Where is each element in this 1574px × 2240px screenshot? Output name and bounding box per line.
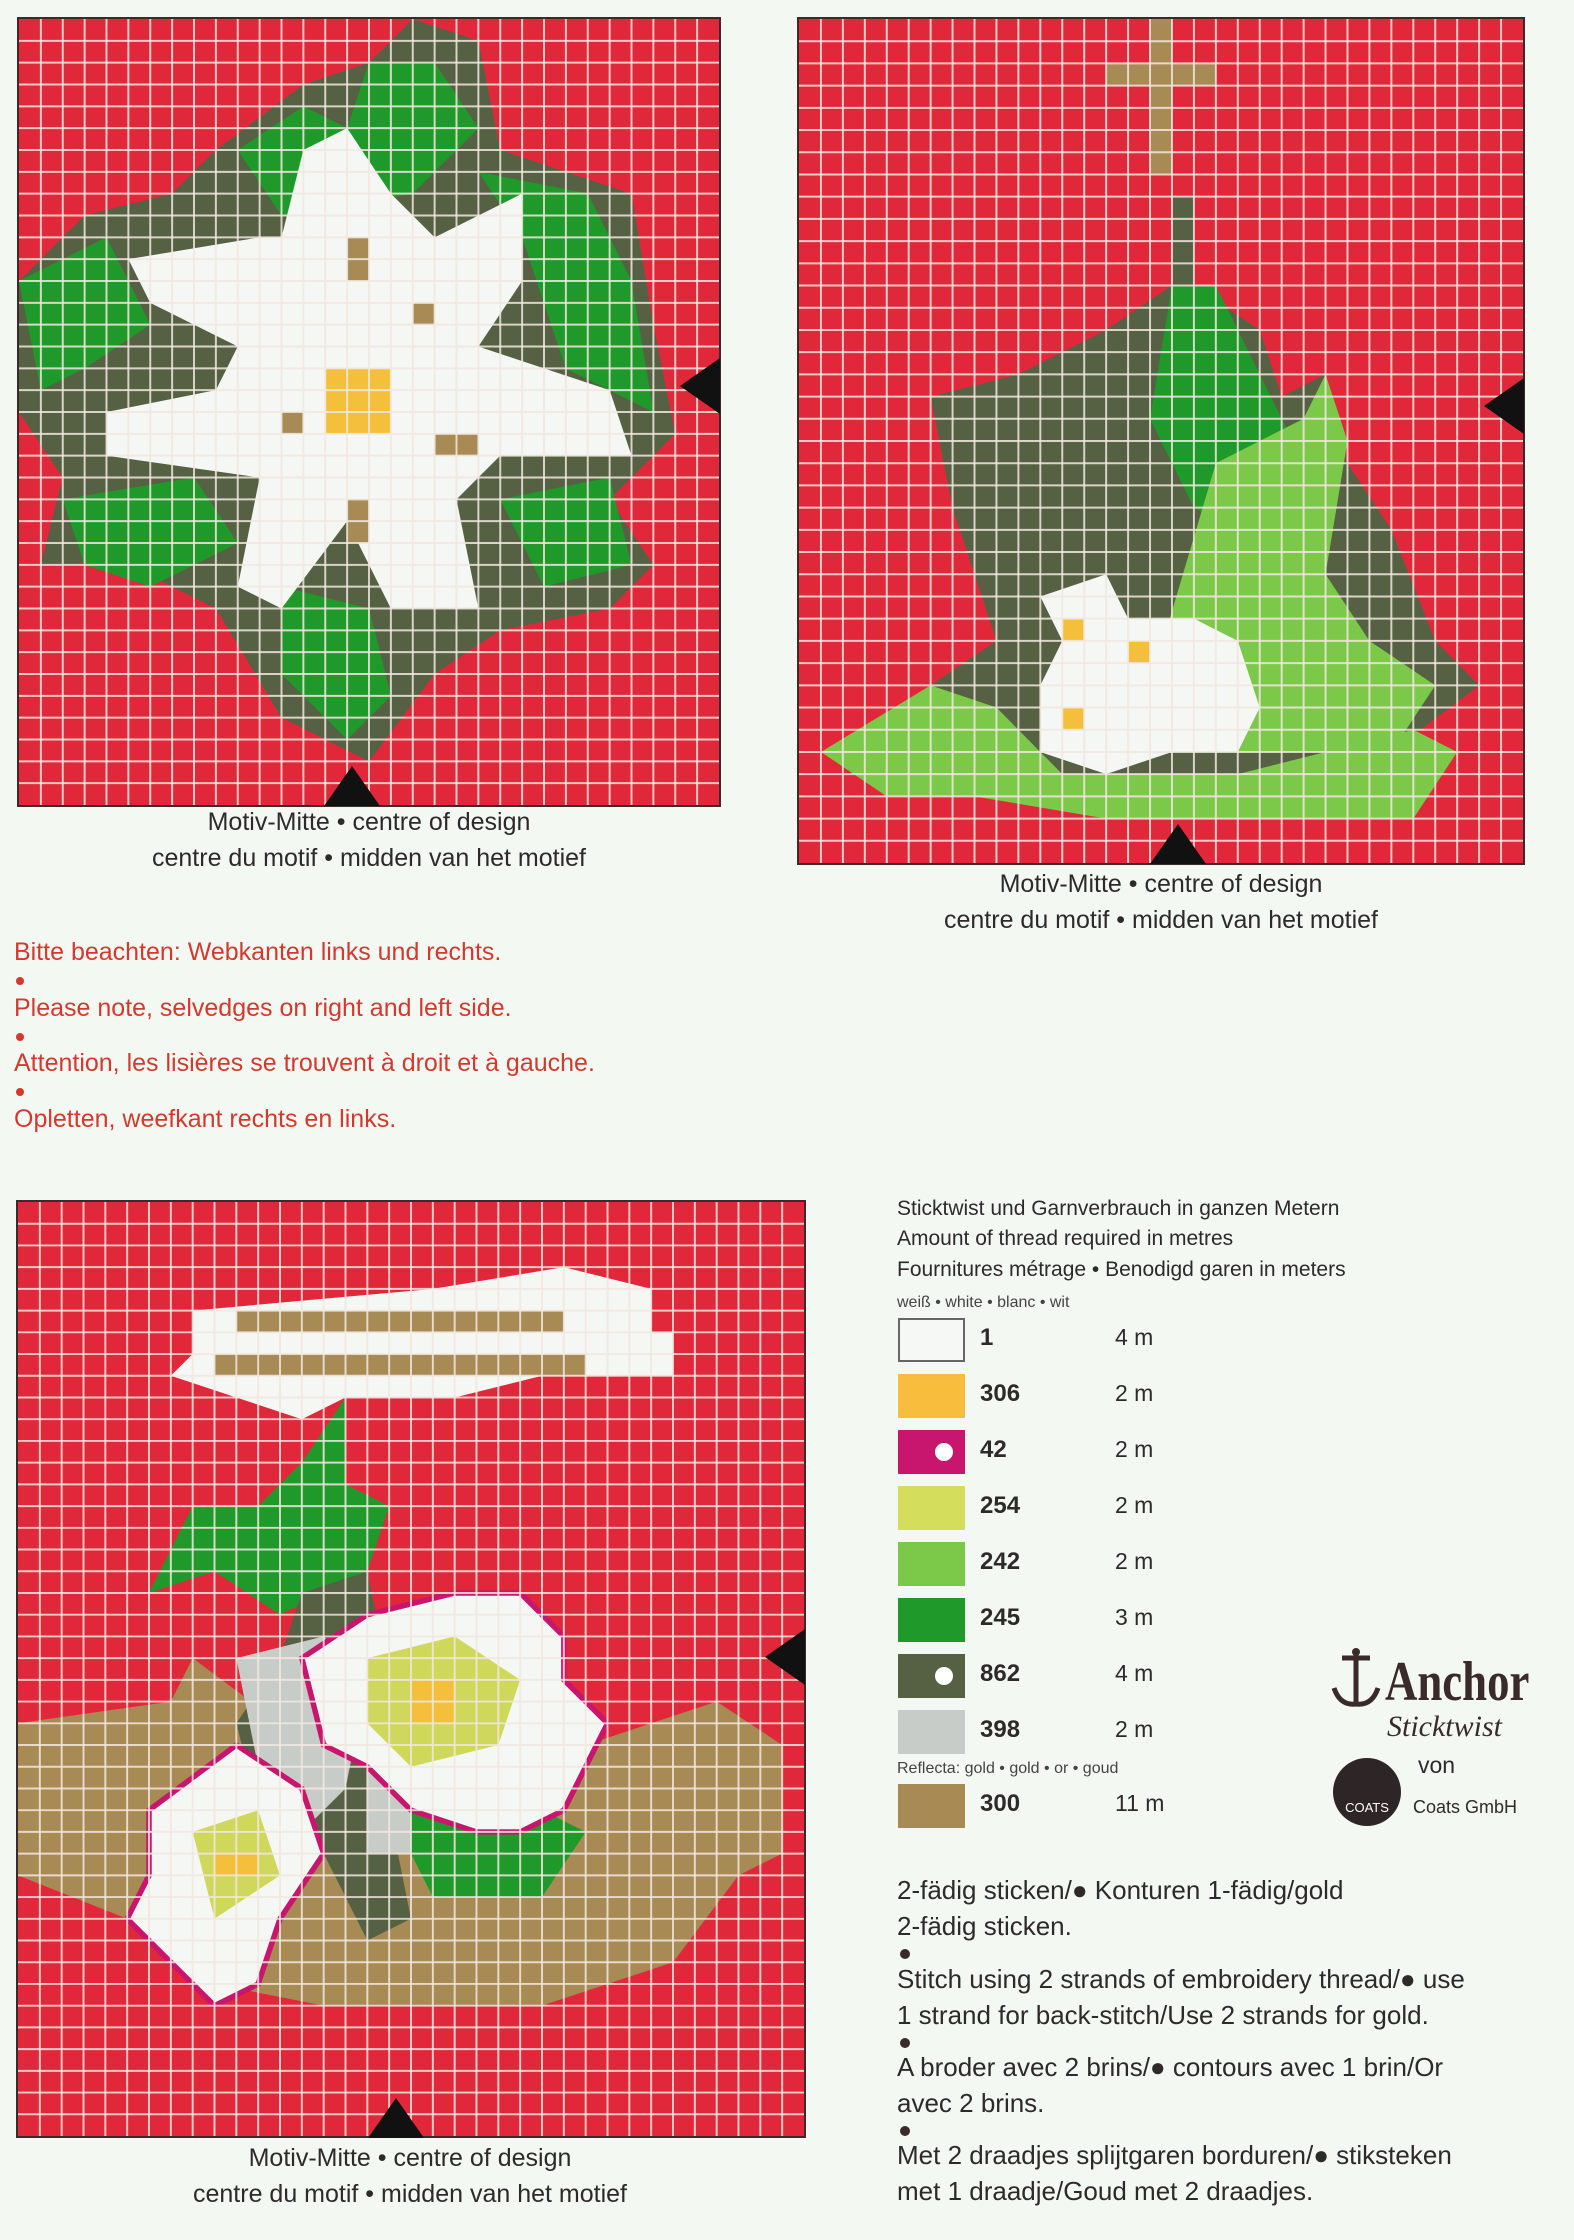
caption-line: centre du motif • midden van het motief [193, 2180, 627, 2208]
instructions-nl [897, 2137, 1547, 2209]
coats-logo: COATS [1333, 1758, 1401, 1826]
thread-code: 42 [980, 1436, 1007, 1463]
thread-code: 398 [980, 1716, 1021, 1743]
thread-code: 1 [980, 1324, 994, 1351]
bullet-icon [16, 1033, 24, 1041]
thread-amount: 4 m [1115, 1660, 1154, 1686]
color-swatch [898, 1374, 965, 1418]
motif-gold_yellow [325, 368, 391, 434]
motif-tan_gold [236, 1311, 564, 1333]
instruction-line: 1 strand for back-stitch/Use 2 strands for gold. [897, 2000, 1429, 2030]
legend-reflecta-label: Reflecta: gold • gold • or • goud [897, 1760, 1119, 1777]
instructions-fr [897, 2049, 1547, 2121]
thread-code: 254 [980, 1492, 1021, 1519]
instructions-en [897, 1961, 1547, 2033]
chart-tree [797, 17, 1525, 865]
caption-line: Motiv-Mitte • centre of design [248, 2144, 572, 2172]
motif-tan_gold [282, 412, 304, 434]
chart3-caption [60, 2140, 760, 2212]
selvedge-note-de: Bitte beachten: Webkanten links und rechts. [14, 938, 502, 966]
instruction-line: 2-fädig sticken/● Konturen 1-fädig/gold [897, 1875, 1344, 1905]
thread-amount: 3 m [1115, 1604, 1154, 1630]
thread-amount: 2 m [1115, 1380, 1154, 1406]
bullet-icon [900, 2126, 910, 2136]
caption-line: centre du motif • midden van het motief [944, 906, 1378, 934]
instruction-line: avec 2 brins. [897, 2088, 1045, 2118]
color-swatch [898, 1542, 965, 1586]
instruction-line: Met 2 draadjes splijtgaren borduren/● stiksteken [897, 2140, 1452, 2170]
chart-poinsettia [17, 17, 721, 807]
thread-amount: 11 m [1115, 1790, 1165, 1816]
backstitch-dot-icon [935, 1443, 953, 1461]
color-swatch [898, 1654, 965, 1698]
instruction-line: met 1 draadje/Goud met 2 draadjes. [897, 2176, 1314, 2206]
centre-marker-right-icon [1484, 378, 1524, 434]
chart2-caption [811, 866, 1511, 938]
centre-marker-bottom-icon [368, 2098, 424, 2138]
color-swatch [898, 1598, 965, 1642]
thread-code: 242 [980, 1548, 1021, 1575]
selvedge-note-en: Please note, selvedges on right and left side. [14, 994, 512, 1022]
instruction-line: 2-fädig sticken. [897, 1911, 1072, 1941]
legend-header-en: Amount of thread required in metres [897, 1227, 1234, 1250]
chart-christmas-rose [16, 1200, 806, 2138]
backstitch-dot-icon [935, 1667, 953, 1685]
anchor-logo-icon [1330, 1648, 1382, 1710]
centre-marker-bottom-icon [324, 766, 380, 806]
caption-line: Motiv-Mitte • centre of design [999, 870, 1323, 898]
legend-header-fr-nl: Fournitures métrage • Benodigd garen in meters [897, 1258, 1346, 1281]
color-swatch [898, 1710, 965, 1754]
bullet-icon [16, 1088, 24, 1096]
thread-amount: 4 m [1115, 1324, 1154, 1350]
bullet-icon [900, 2038, 910, 2048]
instruction-line: A broder avec 2 brins/● contours avec 1 brin/Or [897, 2052, 1444, 2082]
thread-code: 306 [980, 1380, 1021, 1407]
legend-header-de: Sticktwist und Garnverbrauch in ganzen Metern [897, 1197, 1340, 1220]
caption-line: centre du motif • midden van het motief [152, 844, 586, 872]
color-swatch [898, 1486, 965, 1530]
caption-line: Motiv-Mitte • centre of design [207, 808, 531, 836]
instructions-de [897, 1872, 1547, 1944]
motif-tan_gold [215, 1354, 586, 1376]
brand-von: von [1418, 1752, 1456, 1778]
brand-company: Coats GmbH [1413, 1797, 1518, 1817]
motif-gold_yellow [1128, 641, 1150, 663]
selvedge-note-nl: Opletten, weefkant rechts en links. [14, 1105, 397, 1133]
color-swatch [898, 1430, 965, 1474]
centre-marker-right-icon [680, 358, 720, 414]
brand-product: Sticktwist [1387, 1710, 1502, 1743]
color-swatch [898, 1784, 965, 1828]
thread-amount: 2 m [1115, 1492, 1154, 1518]
motif-tan_gold [413, 303, 435, 325]
brand-name: Anchor [1385, 1651, 1530, 1713]
thread-code: 862 [980, 1660, 1021, 1687]
bullet-icon [900, 1949, 910, 1959]
chart1-caption [19, 804, 719, 876]
motif-gold_yellow [1062, 708, 1084, 730]
bullet-icon [16, 977, 24, 985]
thread-code: 300 [980, 1790, 1021, 1817]
thread-amount: 2 m [1115, 1548, 1154, 1574]
color-swatch [898, 1318, 965, 1362]
thread-amount: 2 m [1115, 1716, 1154, 1742]
thread-code: 245 [980, 1604, 1021, 1631]
thread-amount: 2 m [1115, 1436, 1154, 1462]
selvedge-note-fr: Attention, les lisières se trouvent à droit et à gauche. [14, 1049, 595, 1077]
centre-marker-bottom-icon [1150, 824, 1206, 864]
instruction-line: Stitch using 2 strands of embroidery thread/● use [897, 1964, 1465, 1994]
centre-marker-right-icon [765, 1629, 805, 1685]
motif-gold_yellow [1062, 619, 1084, 641]
legend-white-label: weiß • white • blanc • wit [897, 1294, 1070, 1311]
